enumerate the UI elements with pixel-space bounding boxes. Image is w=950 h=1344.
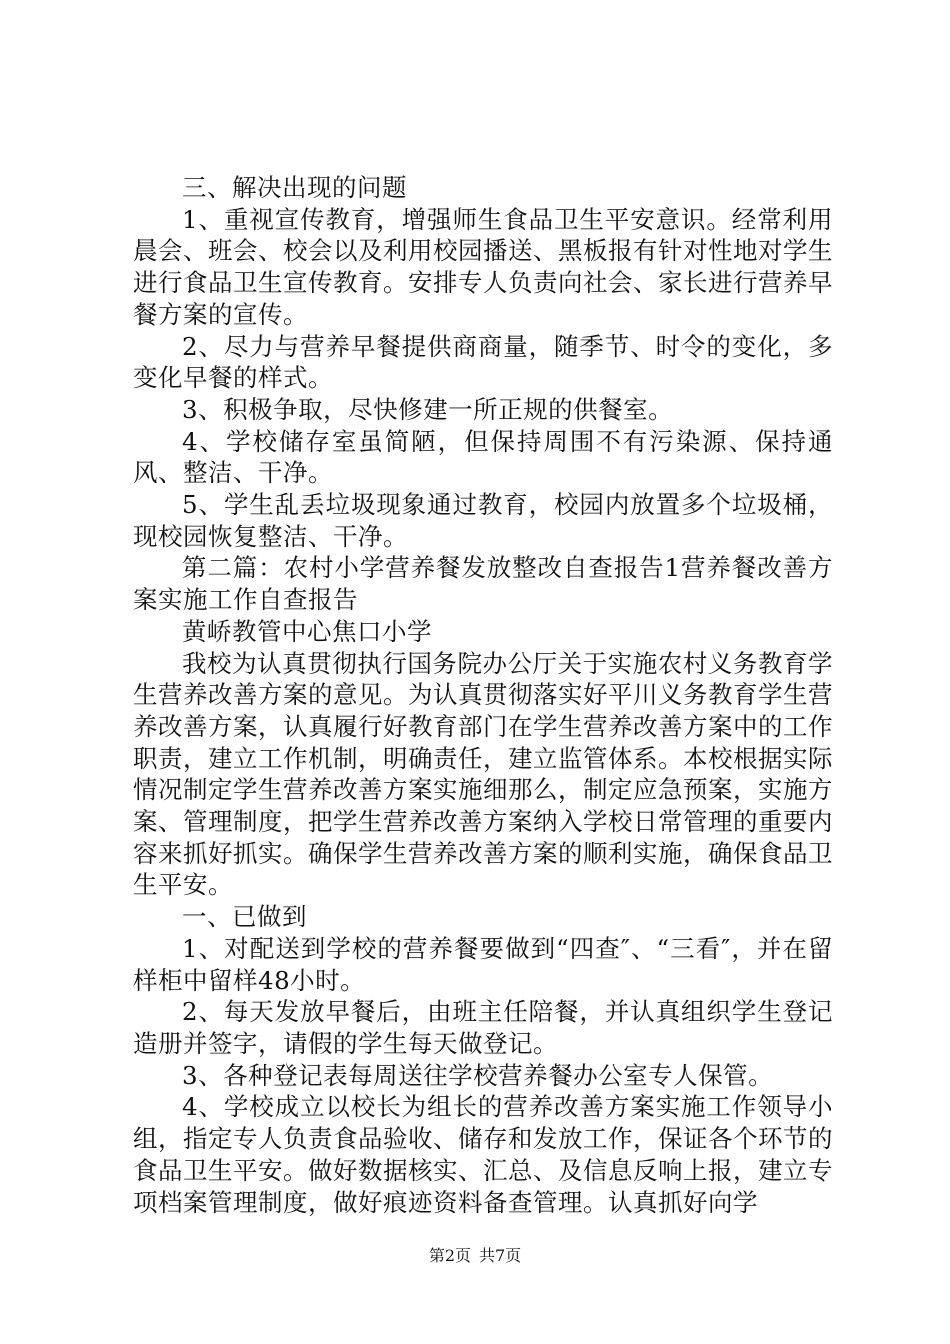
paragraph: 3、积极争取，尽快修建一所正规的供餐室。 xyxy=(182,394,674,424)
paragraph: 2、尽力与营养早餐提供商商量，随季节、时令的变化，多变化早餐的样式。 xyxy=(133,331,833,393)
paragraph: 5、学生乱丢垃圾现象通过教育，校园内放置多个垃圾桶，现校园恢复整洁、干净。 xyxy=(133,490,833,551)
paragraph: 我校为认真贯彻执行国务院办公厅关于实施农村义务教育学生营养改善方案的意见。为认真贯彻落实好平川义务教育学生营养改善方案，认真履行好教育部门在学生营养改善方案中的工作职责，建立工作机制，明确责任，建立监管体系。本校根据实际情况制定学生营养改善方案实施细那么，制定应急预案，实施方案、管理制度，把学生营养改善方案纳入学校日常管理的重要内容来抓好抓实。确保学生营养改善方案的顺利实施，确保食品卫生平安。 xyxy=(133,648,833,900)
section-heading: 一、已做到 xyxy=(182,902,307,932)
page-total: 共7页 xyxy=(479,1246,522,1265)
paragraph: 4、学校储存室虽简陋，但保持周围不有污染源、保持通风、整洁、干净。 xyxy=(133,426,833,488)
chapter-title: 第二篇：农村小学营养餐发放整改自查报告1营养餐改善方案实施工作自查报告 xyxy=(133,553,833,615)
section-heading: 三、解决出现的问题 xyxy=(182,173,407,202)
paragraph: 1、对配送到学校的营养餐要做到“四查″、“三看″，并在留样柜中留样48小时。 xyxy=(133,933,833,995)
school-name: 黄峤教管中心焦口小学 xyxy=(182,616,432,646)
page-footer xyxy=(0,1246,950,1266)
paragraph: 3、各种登记表每周送往学校营养餐办公室专人保管。 xyxy=(182,1060,774,1090)
paragraph: 4、学校成立以校长为组长的营养改善方案实施工作领导小组，指定专人负责食品验收、储存和发放工作，保证各个环节的食品卫生平安。做好数据核实、汇总、及信息反响上报，建立专项档案管理制度，做好痕迹资料备查管理。认真抓好向学 xyxy=(133,1092,833,1217)
paragraph: 1、重视宣传教育，增强师生食品卫生平安意识。经常利用晨会、班会、校会以及利用校园播送、黑板报有针对性地对学生进行食品卫生宣传教育。安排专人负责向社会、家长进行营养早餐方案的宣传。 xyxy=(133,204,833,329)
paragraph: 2、每天发放早餐后，由班主任陪餐，并认真组织学生登记造册并签字，请假的学生每天做登记。 xyxy=(133,997,833,1058)
page-number: 第2页 xyxy=(428,1246,471,1265)
document-body xyxy=(133,172,833,1218)
